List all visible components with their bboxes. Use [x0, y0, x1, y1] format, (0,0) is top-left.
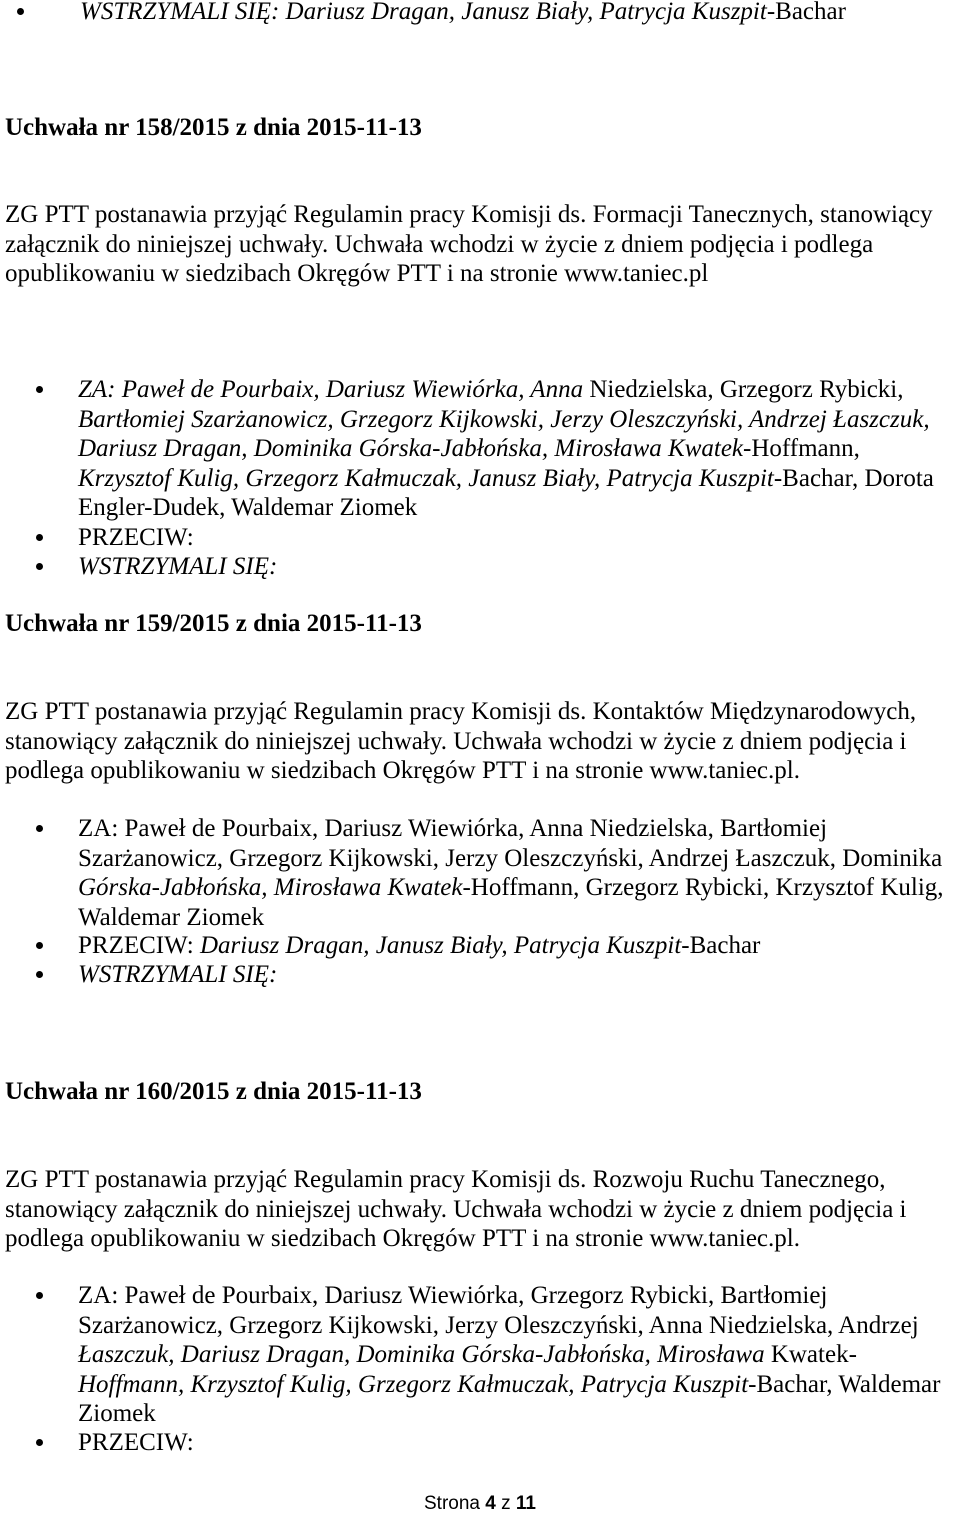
vote-text: WSTRZYMALI SIĘ:	[78, 961, 278, 988]
vote-line	[78, 552, 277, 582]
vote-line	[78, 1281, 940, 1311]
vote-text: PRZECIW:	[78, 932, 200, 959]
vote-against-item	[78, 1428, 194, 1458]
vote-line	[78, 1370, 940, 1400]
vote-text: Kwatek-	[770, 1341, 857, 1368]
vote-line	[78, 1428, 194, 1458]
vote-text: Niedzielska, Grzegorz Rybicki,	[589, 376, 904, 403]
vote-against-item	[78, 931, 760, 961]
page-label: Strona	[424, 1493, 480, 1514]
bullet-icon	[36, 563, 43, 570]
vote-text: Szarżanowicz, Grzegorz Kijkowski, Jerzy Oleszczyński, Anna Niedzielska, Andrzej	[78, 1311, 919, 1339]
vote-line	[78, 523, 194, 553]
vote-text: WSTRZYMALI SIĘ:	[78, 553, 278, 580]
body-line: podlega opublikowaniu w siedzibach Okręgów PTT i na stronie www.taniec.pl.	[5, 1225, 800, 1252]
vote-line	[78, 960, 277, 990]
heading-text: Uchwała nr 159/2015 z dnia 2015-11-13	[5, 610, 422, 637]
vote-text: ZA: Paweł de Pourbaix, Dariusz Wiewiórka, Anna	[78, 376, 590, 403]
vote-text: -Bachar, Waldemar	[748, 1370, 941, 1398]
vote-abstained-item	[80, 0, 846, 27]
vote-text: Górska-Jabłońska, Mirosława Kwatek	[78, 874, 463, 901]
bullet-icon	[17, 8, 24, 15]
vote-line	[78, 873, 944, 903]
heading-text: Uchwała nr 158/2015 z dnia 2015-11-13	[5, 114, 422, 141]
vote-abstained-item	[78, 552, 277, 582]
resolution-body	[5, 1165, 907, 1254]
page-footer	[0, 1494, 960, 1514]
heading-text: Uchwała nr 160/2015 z dnia 2015-11-13	[5, 1078, 422, 1105]
vote-line	[78, 464, 934, 494]
vote-text: -Bachar, Dorota	[773, 464, 934, 492]
page-number: 4	[485, 1493, 496, 1514]
bullet-icon	[36, 534, 43, 541]
body-line: ZG PTT postanawia przyjąć Regulamin pracy Komisji ds. Formacji Tanecznych, stanowiący	[5, 201, 933, 228]
body-line: ZG PTT postanawia przyjąć Regulamin pracy Komisji ds. Kontaktów Międzynarodowych,	[5, 698, 917, 725]
vote-text: Engler-Dudek, Waldemar Ziomek	[78, 494, 418, 521]
vote-text: Szarżanowicz, Grzegorz Kijkowski, Jerzy Oleszczyński, Andrzej Łaszczuk, Dominika	[78, 844, 943, 872]
body-line: załącznik do niniejszej uchwały. Uchwała wchodzi w życie z dniem podjęcia i podlega	[5, 230, 874, 258]
vote-abstained-item	[78, 960, 277, 990]
body-line: stanowiący załącznik do niniejszej uchwały. Uchwała wchodzi w życie z dniem podjęcia i	[5, 1195, 907, 1223]
vote-text: Waldemar Ziomek	[78, 903, 265, 931]
resolution-heading	[5, 113, 422, 143]
vote-text: Bartłomiej Szarżanowicz, Grzegorz Kijkowski, Jerzy Oleszczyński, Andrzej Łaszczuk,	[78, 405, 930, 433]
vote-line	[80, 0, 846, 27]
vote-text: Łaszczuk, Dariusz Dragan, Dominika Górska-Jabłońska, Mirosława	[78, 1341, 771, 1368]
vote-for-item	[78, 375, 934, 523]
resolution-body	[5, 697, 916, 786]
body-line: opublikowaniu w siedzibach Okręgów PTT i na stronie www.taniec.pl	[5, 260, 709, 287]
resolution-heading	[5, 1077, 422, 1107]
vote-line	[78, 903, 944, 933]
resolution-heading	[5, 609, 422, 639]
vote-line	[78, 814, 944, 844]
vote-for-item	[78, 814, 944, 932]
vote-text: Dariusz Dragan, Dominika Górska-Jabłońska, Mirosława Kwatek	[78, 435, 744, 462]
vote-text: WSTRZYMALI SIĘ: Dariusz Dragan, Janusz Biały, Patrycja Kuszpit	[80, 0, 767, 25]
bullet-icon	[36, 971, 43, 978]
body-line: podlega opublikowaniu w siedzibach Okręgów PTT i na stronie www.taniec.pl.	[5, 757, 800, 784]
page-total: 11	[515, 1493, 536, 1514]
vote-text: PRZECIW:	[78, 1429, 194, 1456]
vote-text: -Bachar	[681, 932, 761, 959]
body-line: ZG PTT postanawia przyjąć Regulamin pracy Komisji ds. Rozwoju Ruchu Tanecznego,	[5, 1166, 886, 1193]
page-separator: z	[501, 1493, 511, 1514]
vote-text: Dariusz Dragan, Janusz Biały, Patrycja Kuszpit	[200, 932, 682, 959]
vote-for-item	[78, 1281, 940, 1429]
vote-text: -Hoffmann, Grzegorz Rybicki, Krzysztof Kulig,	[462, 874, 944, 901]
vote-text: -Bachar	[766, 0, 846, 25]
vote-text: -Hoffmann,	[743, 435, 860, 462]
vote-line	[78, 1399, 940, 1429]
bullet-icon	[36, 825, 43, 832]
bullet-icon	[36, 386, 43, 393]
vote-line	[78, 375, 934, 405]
vote-line	[78, 844, 944, 874]
vote-line	[78, 931, 760, 961]
bullet-icon	[36, 942, 43, 949]
vote-line	[78, 434, 934, 464]
vote-text: Krzysztof Kulig, Grzegorz Kałmuczak, Janusz Biały, Patrycja Kuszpit	[78, 464, 774, 492]
vote-text: Ziomek	[78, 1400, 156, 1427]
vote-text: ZA: Paweł de Pourbaix, Dariusz Wiewiórka, Anna Niedzielska, Bartłomiej	[78, 815, 828, 842]
vote-line	[78, 493, 934, 523]
vote-line	[78, 405, 934, 435]
vote-text: PRZECIW:	[78, 524, 194, 551]
body-line: stanowiący załącznik do niniejszej uchwały. Uchwała wchodzi w życie z dniem podjęcia i	[5, 727, 907, 755]
vote-line	[78, 1311, 940, 1341]
vote-text: ZA: Paweł de Pourbaix, Dariusz Wiewiórka, Grzegorz Rybicki, Bartłomiej	[78, 1282, 828, 1309]
vote-line	[78, 1340, 940, 1370]
bullet-icon	[36, 1439, 43, 1446]
vote-text: Hoffmann, Krzysztof Kulig, Grzegorz Kałmuczak, Patrycja Kuszpit	[78, 1370, 749, 1398]
bullet-icon	[36, 1292, 43, 1299]
resolution-body	[5, 200, 933, 289]
vote-against-item	[78, 523, 194, 553]
